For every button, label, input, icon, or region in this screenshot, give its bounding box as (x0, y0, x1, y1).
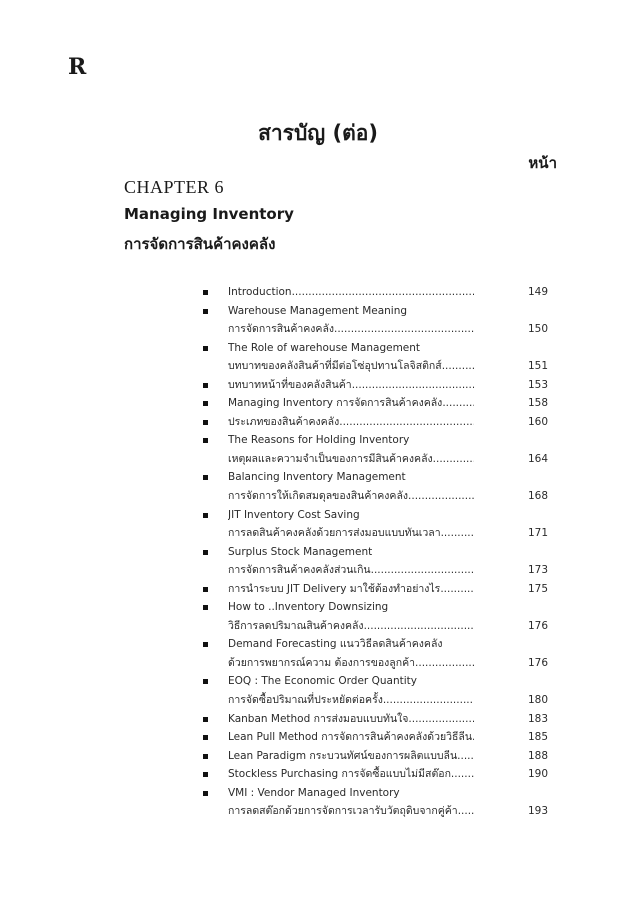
toc-entry-text: JIT Inventory Cost Saving (228, 508, 360, 521)
toc-entry (198, 376, 548, 395)
bullet-icon (203, 587, 208, 592)
bullet-icon (203, 346, 208, 351)
toc-page-number: 164 (527, 452, 548, 465)
toc-entry-text: How to ..Inventory Downsizing (228, 601, 389, 614)
toc-entry-text: การลดสินค้าคงคลังด้วยการส่งมอบแบบทันเวลา ..... (228, 524, 474, 543)
toc-entry-text: The Reasons for Holding Inventory (228, 434, 410, 447)
chapter-label: CHAPTER 6 (124, 177, 225, 197)
bullet-icon (203, 735, 208, 740)
bullet-icon (203, 401, 208, 406)
toc-page-number: 185 (527, 731, 548, 744)
toc-entry-text: Introduction ..... (228, 283, 474, 302)
toc-entry-text: Managing Inventory การจัดการสินค้าคงคลัง ..... (228, 394, 474, 413)
chapter-title-en: Managing Inventory (124, 205, 294, 223)
toc-entry-text: ด้วยการพยากรณ์ความ ต้องการของลูกค้า ..... (228, 654, 474, 673)
toc-entry-text: บทบาทหน้าที่ของคลังสินค้า ..... (228, 376, 474, 395)
toc-entry (198, 394, 548, 413)
bullet-icon (203, 290, 208, 295)
toc-page-number: 173 (527, 564, 548, 577)
toc-page-number: 193 (527, 805, 548, 818)
page-corner-letter: R (68, 54, 87, 80)
bullet-icon (203, 642, 208, 647)
page-title: สารบัญ (ต่อ) (258, 121, 378, 145)
toc-entry (198, 598, 548, 635)
toc-page-number: 151 (527, 360, 548, 373)
bullet-icon (203, 717, 208, 722)
toc-entry-text: Lean Pull Method การจัดการสินค้าคงคลังด้วยวิธีลีน ..... (228, 728, 474, 747)
toc-entry-text: Surplus Stock Management (228, 545, 373, 558)
toc-entry (198, 747, 548, 766)
toc-page-number: 183 (527, 712, 548, 725)
toc-entry-text: เหตุผลและความจำเป็นของการมีสินค้าคงคลัง ..... (228, 450, 474, 469)
toc-entry (198, 302, 548, 339)
toc-page-number: 176 (527, 619, 548, 632)
toc-page-number: 160 (527, 415, 548, 428)
toc-entry-text: การจัดการให้เกิดสมดุลของสินค้าคงคลัง ..... (228, 487, 474, 506)
toc-entry (198, 468, 548, 505)
toc-entry-text: การจัดการสินค้าคงคลัง ..... (228, 320, 474, 339)
toc-entry-text: การนำระบบ JIT Delivery มาใช้ต้องทำอย่างไร.. ..... (228, 580, 474, 599)
toc-entry-text: การลดสต๊อกด้วยการจัดการเวลารับวัตถุดิบจากคู่ค้า ..... (228, 802, 474, 821)
bullet-icon (203, 754, 208, 759)
bullet-icon (203, 475, 208, 480)
toc-page-number: 149 (527, 286, 548, 298)
bullet-icon (203, 791, 208, 796)
toc-page-number: 153 (527, 378, 548, 391)
toc-page-number: 176 (527, 656, 548, 669)
toc-page-number: 168 (527, 490, 548, 503)
toc-page-number: 158 (527, 397, 548, 410)
toc-page-number: 150 (527, 323, 548, 336)
bullet-icon (203, 550, 208, 555)
toc-entry-text: Demand Forecasting แนววิธีลดสินค้าคงคลัง (228, 638, 443, 651)
toc-entry (198, 431, 548, 468)
toc-entry (198, 506, 548, 543)
chapter-title-th: การจัดการสินค้าคงคลัง (124, 235, 276, 253)
toc-entry-text: วิธีการลดปริมาณสินค้าคงคลัง ..... (228, 617, 474, 636)
toc-entry (198, 710, 548, 729)
toc-entry (198, 283, 548, 302)
toc-entry-text: การจัดซื้อปริมาณที่ประหยัดต่อครั้ง ..... (228, 691, 474, 710)
toc-entry-text: การจัดการสินค้าคงคลังส่วนเกิน ..... (228, 561, 474, 580)
toc-page-number: 180 (527, 694, 548, 707)
toc-entry-text: Balancing Inventory Management (228, 471, 406, 484)
toc-entry-text: Lean Paradigm กระบวนทัศน์ของการผลิตแบบลีน ..... (228, 747, 474, 766)
toc-entry-text: The Role of warehouse Management (228, 341, 421, 354)
toc-entry (198, 339, 548, 376)
toc-entry-text: Stockless Purchasing การจัดซื้อแบบไม่มีสต๊อก ..... (228, 765, 474, 784)
bullet-icon (203, 513, 208, 518)
toc-page-number: 171 (527, 527, 548, 540)
toc-entry (198, 784, 548, 821)
bullet-icon (203, 605, 208, 610)
toc-entry-text: EOQ : The Economic Order Quantity (228, 675, 417, 688)
toc-page-number: 175 (527, 582, 548, 595)
toc-entry (198, 580, 548, 599)
bullet-icon (203, 420, 208, 425)
toc-entry (198, 672, 548, 709)
toc-entry-text: Kanban Method การส่งมอบแบบทันใจ ..... (228, 710, 474, 729)
bullet-icon (203, 309, 208, 314)
bullet-icon (203, 383, 208, 388)
toc-entry (198, 765, 548, 784)
toc-entry (198, 728, 548, 747)
toc-entry-text: Warehouse Management Meaning (228, 304, 408, 317)
page-column-header: หน้า (528, 154, 557, 172)
toc-entry-text: บทบาทของคลังสินค้าที่มีต่อโซ่อุปทานโลจิสติกส์ ..... (228, 357, 474, 376)
table-of-contents (198, 283, 548, 821)
toc-page-number: 188 (527, 749, 548, 762)
bullet-icon (203, 679, 208, 684)
toc-entry (198, 413, 548, 432)
bullet-icon (203, 438, 208, 443)
toc-entry-text: VMI : Vendor Managed Inventory (228, 786, 400, 799)
toc-entry-text: ประเภทของสินค้าคงคลัง ..... (228, 413, 474, 432)
bullet-icon (203, 772, 208, 777)
toc-entry (198, 543, 548, 580)
toc-page-number: 190 (527, 768, 548, 781)
toc-entry (198, 635, 548, 672)
